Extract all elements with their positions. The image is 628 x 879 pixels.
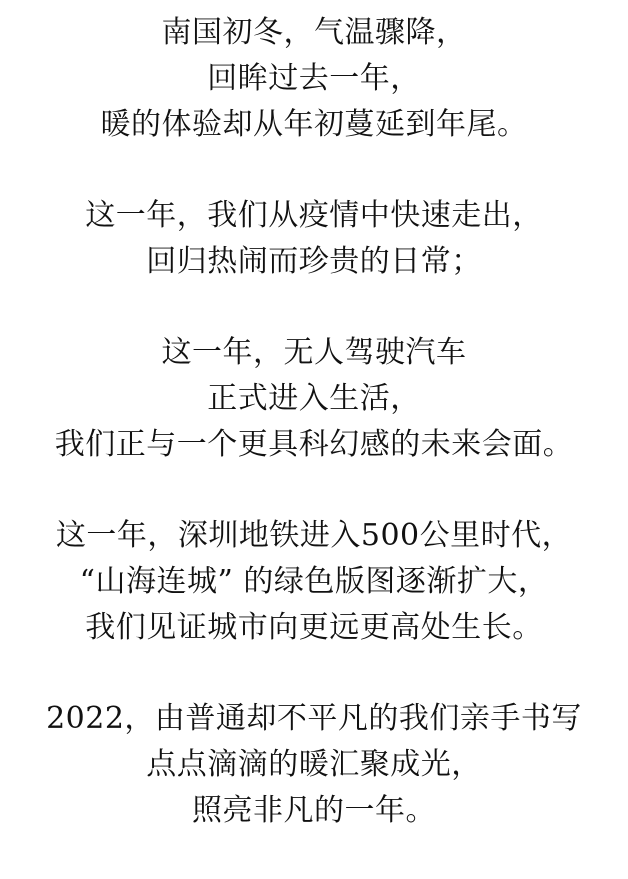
stanza-line: 我们见证城市向更远更高处生长。	[85, 610, 543, 645]
stanza-2	[0, 193, 628, 285]
stanza-1	[0, 10, 628, 148]
stanza-line: 这一年，无人驾驶汽车	[161, 335, 467, 370]
stanza-4	[0, 513, 628, 651]
stanza-line: 我们正与一个更具科幻感的未来会面。	[54, 427, 574, 462]
stanza-line: 回归热闹而珍贵的日常；	[146, 244, 482, 279]
stanza-line: 照亮非凡的一年。	[192, 793, 436, 828]
stanza-line: 点点滴滴的暖汇聚成光，	[146, 747, 482, 782]
poem-text	[0, 10, 628, 879]
stanza-5	[0, 696, 628, 834]
stanza-line: 暖的体验却从年初蔓延到年尾。	[100, 107, 528, 142]
stanza-line: “山海连城” 的绿色版图逐渐扩大，	[79, 564, 549, 599]
stanza-line: 这一年，我们从疫情中快速走出，	[85, 198, 543, 233]
stanza-line: 回眸过去一年，	[207, 61, 421, 96]
stanza-3	[0, 330, 628, 468]
stanza-line: 这一年，深圳地铁进入500公里时代，	[55, 518, 573, 553]
stanza-line: 南国初冬，气温骤降，	[161, 15, 467, 50]
stanza-line: 正式进入生活，	[207, 381, 421, 416]
stanza-line: 2022，由普通却不平凡的我们亲手书写	[46, 701, 582, 736]
